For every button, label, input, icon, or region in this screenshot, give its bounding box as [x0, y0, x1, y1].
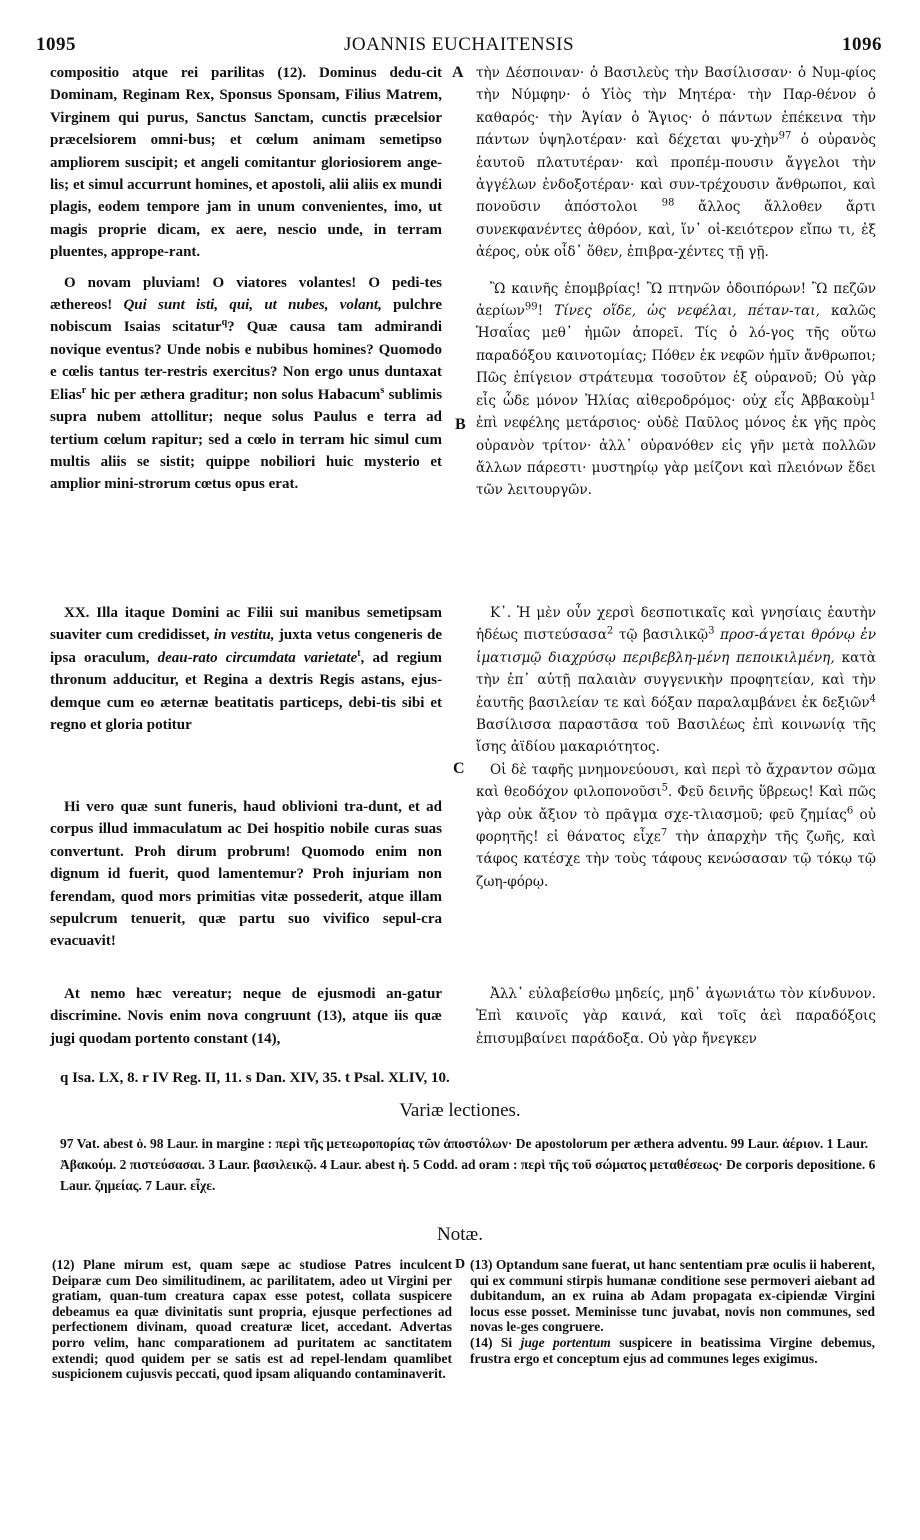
note-13: (13) Optandum sane fuerat, ut hanc sententiam præ oculis ii haberent, qui ex communi stirpis humanæ conditione sese permoveri aiebant ad dubitandum, an ex ruina ab Adam propagata ex-cipiendæ Virgini locus esse posset. Meminisse tunc juvabat, novis non communes, sed novas le-ges congruere. — [470, 1257, 875, 1335]
latin-quote: deau-rato circumdata varietate — [157, 649, 358, 666]
footnote-mark: s — [380, 384, 385, 396]
margin-letter-d: D — [455, 1257, 466, 1272]
greek-text: Κ᾽. Ἡ μὲν οὖν χερσὶ δεσποτικαῖς καὶ γνησίαις ἑαυτὴν ἡδέως πιστεύσασα — [476, 605, 876, 644]
variant-mark: 3 — [708, 625, 715, 637]
greek-text: τῷ βασιλικῷ — [618, 627, 709, 644]
latin-text: pulchre nobiscum Isaias scitatur — [50, 297, 443, 336]
variant-mark: 5 — [661, 782, 668, 794]
latin-paragraph-3 — [50, 602, 442, 736]
margin-letter-c: C — [453, 760, 465, 777]
notes-right-column — [470, 1257, 875, 1366]
greek-quote: Τίνες οἵδε, ὡς νεφέλαι, πέταν-ται, — [554, 303, 820, 320]
notae-heading: Notæ. — [437, 1224, 483, 1245]
greek-text: . Φεῦ δεινῆς ὕβρεως! Καὶ πῶς γὰρ οὐκ ἄξιον τὸ πρᾶγμα σχε-τλιασμοῦ; φεῦ ζημίας — [476, 784, 876, 823]
greek-text: τὴν ἀπαρχὴν τῆς ζωῆς, καὶ τάφος κατέσχε τὴν τοὺς τάφους κενώσασαν τῷ τόκῳ τῷ ζωη-φόρῳ. — [476, 829, 876, 890]
note-text: suspicere in beatissima Virgine debemus, frustra ergo et conceptum ejus ad communes leges exigimus. — [470, 1334, 876, 1366]
variant-mark: 7 — [660, 827, 668, 839]
variant-mark: 1 — [869, 391, 876, 403]
latin-text: O novam pluviam! O viatores volantes! O pedi-tes æthereos! — [50, 274, 442, 314]
variant-mark: 4 — [869, 693, 876, 705]
greek-paragraph-4 — [476, 759, 876, 893]
greek-text: κατὰ τὴν ἐπ᾽ αὐτῇ παλαιὰν συγγενικὴν προφητείαν, καὶ τὴν ἑαυτῆς βασιλείαν τε καὶ δόξαν παραλαμβάνει ἐκ δεξιῶν — [476, 649, 876, 711]
variant-mark: 99 — [524, 301, 538, 313]
note-14 — [470, 1335, 875, 1366]
page-number-left: 1095 — [36, 34, 76, 55]
note-12: (12) Plane mirum est, quam sæpe ac studiose Patres inculcent Deiparæ cum Deo similitudinem, ac parilitatem, adeo ut Virgini per gratiam, quan-tum creatura capax esse potest, collata suspicere debeamus ea quæ divinitatis sunt propria, ejusque perfectiones ad perfectionem divinam, quoad creaturæ licet, accedant. Advertas porro velim, hanc comparationem ad puritatem ac sanctitatem extendi; quod quidem per se satis est ad repel-lendam quamlibet suspicionem cujusvis peccati, quod ipsam aliquando contaminaverit. — [52, 1257, 452, 1382]
running-head — [36, 34, 882, 62]
variae-text: 97 Vat. abest ὁ. 98 Laur. in margine : περὶ τῆς μετεωροπορίας τῶν ἀποστόλων· De apostolorum per æthera adventu. 99 Laur. ἀέριον. 1 Laur. Ἀβακούμ. 2 πιστεύσασαι. 3 Laur. βασιλεικῷ. 4 Laur. abest ἡ. 5 Codd. ad oram : περὶ τῆς τοῦ σώματος μεταθέσεως· De corporis depositione. 6 Laur. ζημείας. 7 Laur. εἶχε. — [60, 1136, 876, 1193]
footnote-mark: r — [81, 384, 87, 396]
greek-text: ὁ οὐρανὸς ἑαυτοῦ πλατυτέραν· καὶ προπέμ-πουσιν ἄγγελοι τὴν ἀγγέλων ἐνδοξοτέραν· καὶ συν-τρέχουσιν ἄνθρωποι, καὶ πονοῦσιν ἀπόστολοι — [476, 132, 876, 216]
greek-column-section-k — [476, 602, 876, 893]
greek-text: τὴν Δέσποιναν· ὁ Βασιλεὺς τὴν Βασίλισσαν· ὁ Νυμ-φίος τὴν Νύμφην· ὁ Υἱὸς τὴν Μητέρα· τὴν Παρ-θένον ὁ καθαρός· τὴν Ἁγίαν ὁ Ἅγιος· ὁ πάντων ἐπέκεινα τὴν πάντων ὑψηλοτέραν· καὶ δέχεται ψυ-χὴν — [476, 65, 876, 149]
greek-text: ἐπὶ νεφέλης μετάρσιος· οὐδὲ Παῦλος μόνος ἐκ γῆς πρὸς οὐρανὸν τρίτον· ἀλλ᾽ οὐρανόθεν εἰς γῆν μετὰ πολλῶν ἄλλων πάρεστι· μυστηρίῳ γὰρ μείζονι καὶ πλειόνων ἔδει τῶν λειτουργῶν. — [476, 415, 876, 499]
greek-text: Ὢ καινῆς ἐπομβρίας! Ὢ πτηνῶν ὁδοιπόρων! Ὢ πεζῶν ἀερίων — [476, 280, 876, 320]
greek-text: Βασίλισσα παραστᾶσα τοῦ Βασιλέως ἐπὶ κοινωνίᾳ τῆς ἴσης ἀϊδίου μακαριότητος. — [476, 717, 876, 756]
greek-text: καλῶς Ἡσαΐας μεθ᾽ ἡμῶν ἀπορεῖ. Τίς ὁ λό-γος τῆς οὕτω παραδόξου καινοτομίας; Πόθεν ἐκ νεφῶν ἡμῖν ἄνθρωποι; Πῶς ἐπίγειον στράτευμα τοσοῦτον ἐξ οὐρανοῦ; Οὐ γὰρ εἷς ὧδε μόνον Ἠλίας αἰθεροδρόμος· οὐχ εἷς Ἀββακοὺμ — [476, 303, 876, 409]
variae-heading: Variæ lectiones. — [399, 1100, 521, 1121]
latin-text: sublimis supra nubem attollitur; neque solus Paulus e terra ad tertium cœlum rapitur; sed a cœlo in terram hic simul cum multis aliis se sistit; quippe nobiliori huic mysterio et amplior mini-strorum cœtus opus erat. — [50, 386, 443, 493]
greek-column-last — [476, 983, 876, 1050]
greek-paragraph-3 — [476, 602, 876, 759]
variant-mark: 97 — [778, 130, 792, 142]
latin-text: XX. Illa itaque Domini ac Filii sui manibus semetipsam suaviter cum credidisset, — [50, 605, 442, 644]
latin-text: hic per æthera graditur; non solus Habacum — [90, 386, 381, 403]
note-text: (14) Si — [470, 1334, 513, 1350]
latin-column-funeral — [50, 796, 442, 953]
notes-left-column — [52, 1257, 452, 1382]
latin-quote: Qui sunt isti, qui, ut nubes, volant, — [123, 297, 382, 314]
latin-column-last — [50, 983, 442, 1050]
latin-paragraph-2 — [50, 272, 442, 496]
latin-column — [50, 62, 442, 496]
page-number-right: 1096 — [842, 34, 882, 55]
latin-paragraph-4: Hi vero quæ sunt funeris, haud oblivioni tra-dunt, et ad corpus illud immaculatum ac Dei hospitio nobile curas suas convertunt. Proh dirum probrum! Quomodo enim non dignum id fuerit, quod lamentemur? Proh injuriam non ferendam, quod mors primitias vitæ possederit, atque illam sepulcrum tenuerit, quæ partu suo vivifico sepul-cra evacuavit! — [50, 799, 442, 950]
greek-quote: προσ-άγεται θρόνῳ ἐν ἱματισμῷ διαχρύσῳ περιβεβλη-μένη πεποικιλμένη, — [476, 627, 876, 666]
margin-letter-a: A — [452, 64, 464, 81]
greek-text: Οἱ δὲ ταφῆς μνημονεύουσι, καὶ περὶ τὸ ἄχραντον σῶμα καὶ θεοδόχον φιλοπονοῦσι — [476, 761, 876, 801]
margin-letter-b: B — [455, 416, 466, 433]
note-emphasis: juge portentum — [520, 1334, 611, 1350]
latin-paragraph-5: At nemo hæc vereatur; neque de ejusmodi an-gatur discrimine. Novis enim nova congruunt (13), atque iis quæ jugi quodam portento constant (14), — [50, 986, 442, 1047]
latin-text: juxta vetus congeneris de ipsa oraculum, — [50, 627, 443, 666]
greek-text: ἄλλος ἄλλοθεν ἄρτι συνεκφανέντες ἀθρόον, καὶ, ἵν᾽ οἰ-κειότερον εἴπω τι, ἐξ ἀέρος, οὐκ οἶδ᾽ ὅθεν, ἐπιβρα-χέντες τῇ γῇ. — [476, 199, 876, 261]
variant-mark: 6 — [846, 805, 854, 817]
latin-text: , ad regium thronum adducitur, et Regina a dextris Regis astans, ejus-demque cum eo æternæ beatitatis particeps, debi-tis sibi et regno et gloria potitur — [50, 649, 442, 734]
greek-text: ! — [537, 303, 544, 320]
footnote-mark: t — [357, 647, 361, 659]
latin-text: ? Quæ causa tam admirandi novique eventus? Unde nobis e nubibus homines? Quomodo e cœlis tantus ter-restris exercitus? Non ergo unus duntaxat Elias — [50, 319, 442, 403]
greek-paragraph-1 — [476, 62, 876, 264]
latin-quote: in vestitu, — [213, 627, 275, 644]
latin-paragraph-1: compositio atque rei parilitas (12). Dominus dedu-cit Dominam, Reginam Rex, Sponsus Sponsam, Filius Matrem, Virginem qui purus, Sanctus Sanctam, cunctis præcelsior præcelsiorem omni-bus; et cœlum animam semetipso ampliorem suscipit; et angeli comitantur gloriosiorem ange-lis; et simul accurrunt homines, et apostoli, alii aliis ex mundi plagis, eodem tempore jam in unum convenientes, imo, ut magis proprie dicam, ex aere, nescio unde, in terram pluentes, apprope-rant. — [50, 65, 442, 261]
greek-column — [476, 62, 876, 502]
greek-paragraph-2 — [476, 278, 876, 502]
greek-text: οὐ φορητῆς! εἰ θάνατος εἶχε — [476, 806, 876, 846]
scripture-references: q Isa. LX, 8. r IV Reg. II, 11. s Dan. XIV, 35. t Psal. XLIV, 10. — [60, 1070, 450, 1086]
variant-mark: 2 — [606, 625, 614, 637]
footnote-mark: q — [221, 317, 228, 329]
running-title: JOANNIS EUCHAITENSIS — [343, 34, 575, 55]
variant-mark: 98 — [661, 197, 675, 209]
latin-column-section-xx — [50, 602, 442, 736]
greek-paragraph-5: Ἀλλ᾽ εὐλαβείσθω μηδείς, μηδ᾽ ἀγωνιάτω τὸν κίνδυνον. Ἐπὶ καινοῖς γὰρ καινά, καὶ τοῖς ἀεὶ παραδόξοις ἐπισυμβαίνει παράδοξα. Οὐ γὰρ ἤνεγκεν — [476, 986, 876, 1047]
